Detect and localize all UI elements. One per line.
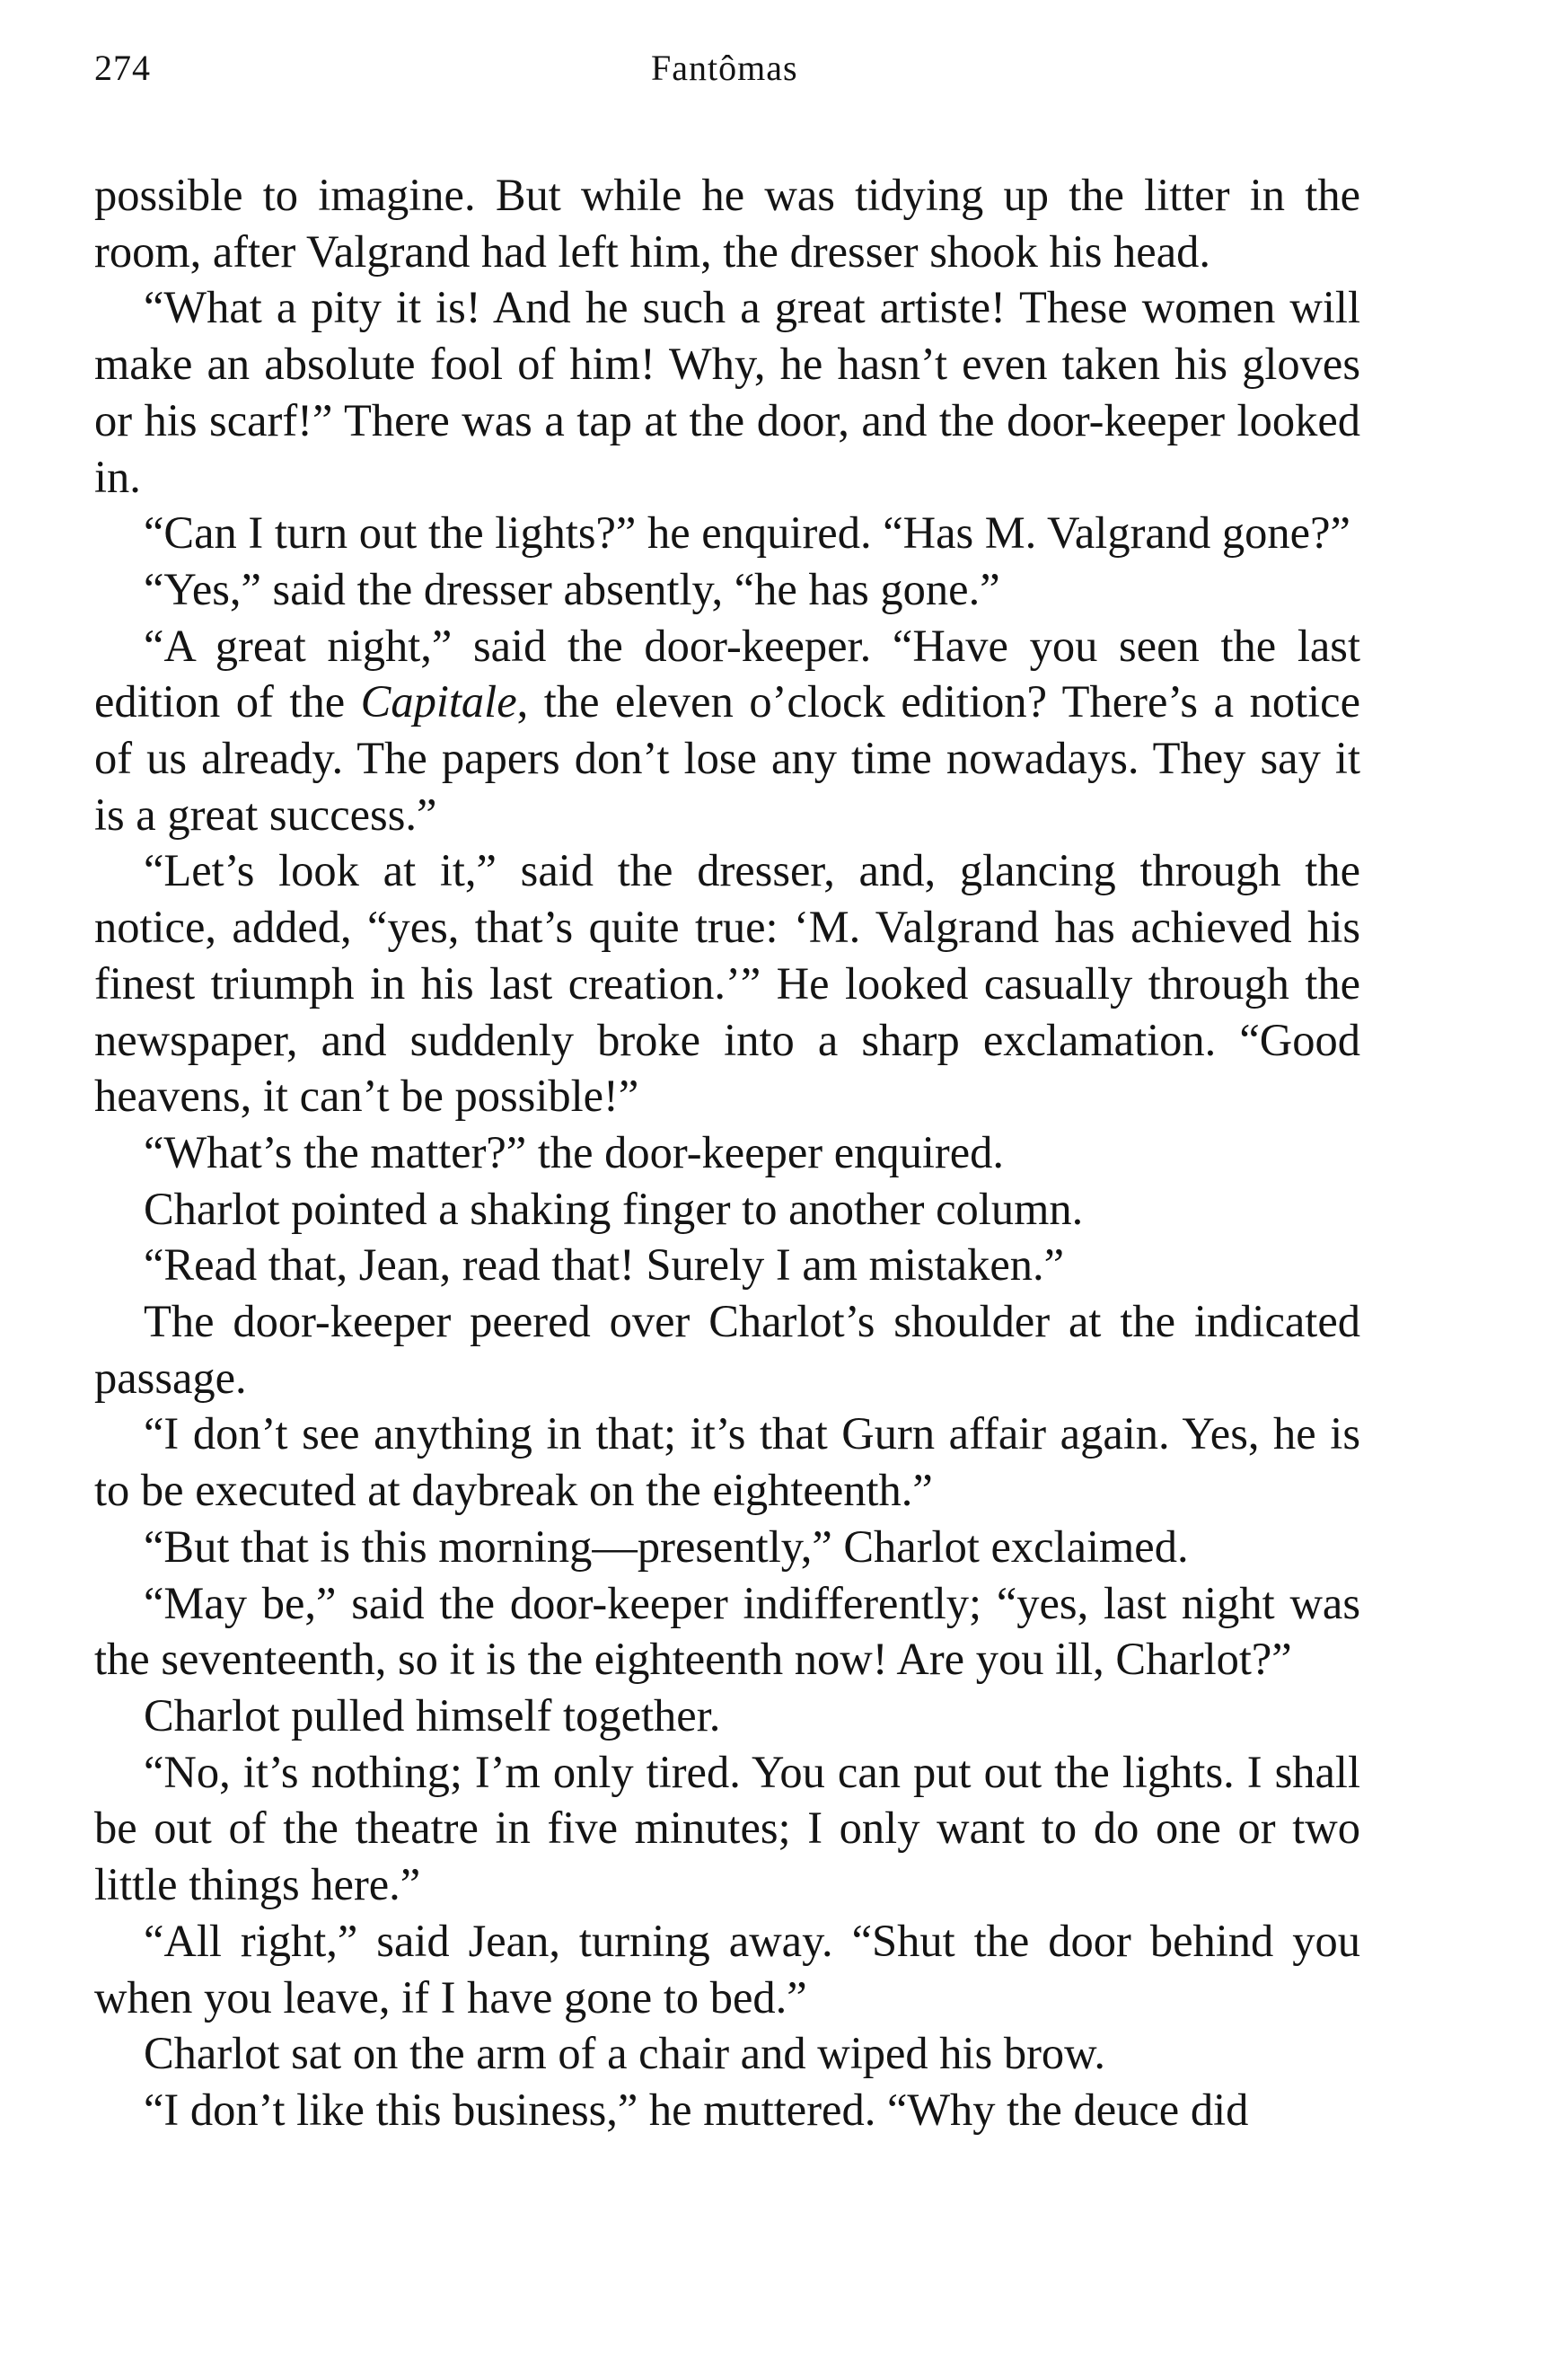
page-header xyxy=(94,47,1369,101)
paragraph: “I don’t like this business,” he muttered. “Why the deuce did xyxy=(144,2084,1249,2135)
paragraph: “What a pity it is! And he such a great artiste! These women will make an absolute fool of him! Why, he hasn’t even taken his gloves or his scarf!” There was a tap at the door, and the door-keeper looked in. xyxy=(94,282,1360,502)
paragraph: “Yes,” said the dresser absently, “he has gone.” xyxy=(144,563,1000,614)
italic-newspaper-title: Capitale xyxy=(360,676,517,727)
paragraph: Charlot pulled himself together. xyxy=(144,1689,721,1741)
paragraph: “I don’t see anything in that; it’s that Gurn affair again. Yes, he is to be executed at daybreak on the eighteenth.” xyxy=(94,1408,1360,1516)
running-title: Fantômas xyxy=(651,48,798,88)
page-number: 274 xyxy=(94,48,151,88)
paragraph: “No, it’s nothing; I’m only tired. You can put out the lights. I shall be out of the theatre in five minutes; I only want to do one or two little things here.” xyxy=(94,1746,1360,1910)
paragraph: “What’s the matter?” the door-keeper enquired. xyxy=(144,1126,1005,1177)
paragraph: The door-keeper peered over Charlot’s shoulder at the indicated passage. xyxy=(94,1296,1360,1403)
paragraph: possible to imagine. But while he was tidying up the litter in the room, after Valgrand had left him, the dresser shook his head. xyxy=(94,170,1360,277)
paragraph: “Read that, Jean, read that! Surely I am mistaken.” xyxy=(144,1239,1065,1291)
paragraph: Charlot pointed a shaking finger to another column. xyxy=(144,1183,1084,1234)
body-text xyxy=(94,167,1360,2138)
paragraph: “All right,” said Jean, turning away. “Shut the door behind you when you leave, if I have gone to bed.” xyxy=(94,1915,1360,2023)
paragraph: Charlot sat on the arm of a chair and wiped his brow. xyxy=(144,2028,1105,2079)
paragraph: “But that is this morning—presently,” Charlot exclaimed. xyxy=(144,1521,1189,1572)
paragraph: “Can I turn out the lights?” he enquired. “Has M. Valgrand gone?” xyxy=(144,507,1350,559)
paragraph-with-italic: “A great night,” said the door-keeper. “Have you seen the last edition of the Capitale, the eleven o’clock edition? There’s a notice of us already. The papers don’t lose any time nowadays. They say it is a great success.” xyxy=(94,620,1360,840)
paragraph: “Let’s look at it,” said the dresser, and, glancing through the notice, added, “yes, that’s quite true: ‘M. Valgrand has achieved his finest triumph in his last creation.’” He looked casually through the newspaper, and suddenly broke into a sharp exclamation. “Good heavens, it can’t be possible!” xyxy=(94,845,1360,1122)
paragraph: “May be,” said the door-keeper indifferently; “yes, last night was the seventeenth, so it is the eighteenth now! Are you ill, Charlot?” xyxy=(94,1577,1360,1685)
